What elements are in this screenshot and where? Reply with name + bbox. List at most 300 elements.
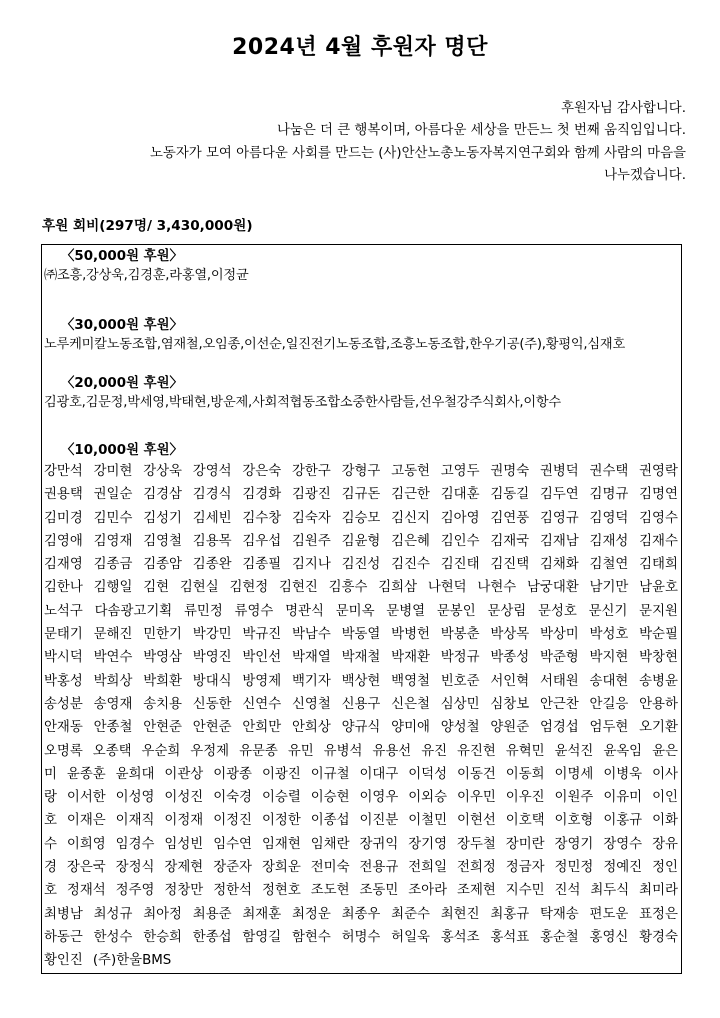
- donor-name: 이희영: [66, 836, 106, 852]
- donor-name: 정한석: [213, 883, 252, 899]
- donor-name: 장희운: [261, 860, 301, 876]
- donor-name: 정금자: [505, 860, 545, 876]
- donor-name: 이우민: [457, 790, 496, 806]
- donor-name: 이철민: [408, 813, 448, 829]
- donor-name: 김영규: [539, 510, 579, 526]
- donor-name: 박재철: [341, 650, 381, 666]
- donor-name: 김광진: [291, 487, 331, 503]
- donor-name: 최재훈: [242, 906, 282, 922]
- donor-name: 정창만: [164, 883, 204, 899]
- donor-name: 신연수: [242, 696, 282, 712]
- donor-name: 한종섭: [192, 929, 232, 945]
- donor-name: 이재직: [115, 813, 155, 829]
- donor-name: 김흥수: [328, 580, 368, 596]
- donor-name: 권병덕: [539, 464, 579, 479]
- donor-name: 안희상: [291, 720, 331, 736]
- donor-name: 조제현: [457, 883, 496, 899]
- donor-name: 최병남: [44, 906, 83, 922]
- donor-name: 박병헌: [391, 627, 430, 643]
- donor-name: 호: [44, 883, 57, 899]
- names-row: [42, 856, 681, 879]
- donor-name: 김종필: [242, 557, 282, 573]
- donor-name: 문태기: [44, 627, 83, 643]
- donor-name: 이덕성: [408, 766, 448, 782]
- donor-name: 편도운: [589, 906, 629, 922]
- donor-name: 김승모: [341, 510, 381, 526]
- donor-name: 이외승: [408, 790, 448, 806]
- donor-name: 이명세: [554, 766, 594, 782]
- donor-name: 수: [44, 836, 57, 852]
- donor-name: 송대현: [589, 673, 629, 689]
- donor-name: 이영우: [359, 790, 399, 806]
- donor-name: 박상목: [490, 627, 530, 643]
- names-row: [42, 833, 681, 856]
- donor-name: 강상욱: [143, 464, 182, 479]
- tier-names: ㈜조흥,강상욱,김경훈,라홍열,이정균: [44, 268, 249, 283]
- donor-name: 김성기: [143, 510, 182, 526]
- donor-name: 홍영신: [589, 929, 629, 945]
- names-row: [42, 646, 681, 669]
- donor-name: 박시덕: [44, 650, 83, 666]
- donor-name: 유민: [287, 743, 314, 759]
- donor-name: 최아정: [143, 906, 182, 922]
- donor-name: 김경삼: [143, 487, 182, 503]
- donor-name: 김영재: [93, 533, 133, 549]
- donor-name: 최홍규: [490, 906, 530, 922]
- intro-line-4: 나누겠습니다.: [604, 168, 686, 184]
- donor-name: 김아영: [440, 510, 480, 526]
- donor-name: 박종성: [490, 650, 530, 666]
- donor-name: 최미라: [639, 883, 678, 899]
- donor-name: 나현수: [477, 580, 517, 596]
- names-row: [42, 903, 681, 926]
- donor-name: 김인수: [440, 533, 480, 549]
- donor-name: 윤은: [652, 743, 678, 759]
- donor-name: 유병석: [323, 743, 363, 759]
- donor-name: 김영철: [143, 533, 182, 549]
- donor-name: 최준수: [391, 906, 430, 922]
- donor-name: 김규돈: [341, 487, 381, 503]
- donor-name: 심상민: [440, 696, 480, 712]
- donor-name: 박정규: [440, 650, 480, 666]
- donor-name: 정민정: [554, 860, 594, 876]
- donor-name: 김용목: [192, 533, 232, 549]
- donor-name: 김희삼: [378, 580, 418, 596]
- donor-name: 김종완: [192, 557, 232, 573]
- donor-name: 조동민: [359, 883, 399, 899]
- names-row: [42, 507, 681, 530]
- page-title: 2024년 4월 후원자 명단: [232, 35, 488, 60]
- donor-name: 문지원: [639, 603, 678, 619]
- tier-10000: [42, 441, 681, 973]
- donor-name: 홍석조: [440, 929, 480, 945]
- donor-name: 김진수: [391, 557, 430, 573]
- donor-name: 표정은: [639, 906, 678, 922]
- donor-name: 김현정: [229, 580, 269, 596]
- donor-name: 이관상: [164, 766, 204, 782]
- donor-name: 이승렬: [261, 790, 301, 806]
- section-label: 후원 회비(297명/ 3,430,000원): [42, 218, 253, 234]
- donor-name: 이호형: [554, 813, 594, 829]
- donor-name: 문병열: [386, 603, 426, 619]
- donor-name: 엄경섭: [539, 720, 579, 736]
- donor-name: 백상현: [341, 673, 381, 689]
- donor-name: 김종암: [143, 557, 182, 573]
- donor-name: 송병윤: [639, 673, 678, 689]
- donor-name: 허명수: [341, 929, 381, 945]
- donor-name: 홍순철: [539, 929, 579, 945]
- donor-name: 김태희: [639, 557, 678, 573]
- donor-name: 최현진: [440, 906, 480, 922]
- donor-name: 오명록: [44, 743, 83, 759]
- intro-line-1: 후원자님 감사합니다.: [561, 101, 686, 116]
- donor-name: 오기환: [639, 720, 678, 736]
- donor-name: 박재열: [291, 650, 331, 666]
- donor-name: 문성호: [538, 603, 577, 619]
- donor-name: 안희만: [242, 720, 282, 736]
- donor-name: 이대구: [359, 766, 399, 782]
- donor-name: 이인: [652, 790, 678, 806]
- donor-name: 임재현: [261, 836, 301, 852]
- donor-name: 문상림: [487, 603, 527, 619]
- donor-name: 최두식: [590, 883, 630, 899]
- donor-name: 이성영: [115, 790, 155, 806]
- donor-name: 권수택: [589, 464, 629, 479]
- intro-line-2: 나눔은 더 큰 행복이며, 아름다운 세상을 만든느 첫 번째 움직임입니다.: [276, 123, 686, 139]
- donor-name: 양미애: [391, 720, 430, 736]
- donor-name: 황경숙: [639, 929, 678, 945]
- donor-name: 서태원: [539, 673, 579, 689]
- donor-name: 남기만: [589, 580, 629, 596]
- donor-name: 박창현: [639, 650, 678, 666]
- donor-name: 전미숙: [310, 860, 350, 876]
- donor-name: 방영제: [242, 673, 282, 689]
- donor-name: 김영수: [639, 510, 678, 526]
- donor-name: 진석: [554, 883, 581, 899]
- names-row: [42, 763, 681, 786]
- donor-name: 이규철: [310, 766, 350, 782]
- donor-name: 신동한: [192, 696, 232, 712]
- donor-name: 박성호: [589, 627, 629, 643]
- donor-name: 이유미: [603, 790, 643, 806]
- donor-name: 유용선: [372, 743, 412, 759]
- donor-name: 이승현: [310, 790, 350, 806]
- donor-name: 이서한: [66, 790, 106, 806]
- donor-name: 박연수: [93, 650, 133, 666]
- donor-name: 함현수: [291, 929, 331, 945]
- names-row: [42, 879, 681, 902]
- tier-names: 김광호,김문정,박세영,박태현,방운제,사회적협동조합소중한사람들,선우철강주식회사,이항수: [44, 395, 561, 410]
- donor-name: 김윤형: [341, 533, 381, 549]
- donor-name: 유진현: [457, 743, 496, 759]
- intro-line-3: 노동자가 모여 아름다운 사회를 만드는 (사)안산노총노동자복지연구회와 함께 사람의 마음을: [149, 145, 686, 161]
- donor-name: 안현준: [192, 720, 232, 736]
- donor-name: 민한기: [143, 627, 182, 643]
- tier-heading: 〈20,000원 후원〉: [61, 376, 183, 391]
- donor-name: 안종철: [93, 720, 133, 736]
- donor-name: 김경식: [192, 487, 232, 503]
- donor-name: 김영덕: [589, 510, 629, 526]
- donor-name: 권일순: [93, 487, 133, 503]
- donor-name: 이우진: [505, 790, 545, 806]
- donor-name: 임성빈: [164, 836, 204, 852]
- donor-name: 이광종: [213, 766, 252, 782]
- donor-name: 랑: [44, 790, 57, 806]
- donor-name: 신은철: [391, 696, 430, 712]
- donor-name: 이병욱: [603, 766, 643, 782]
- donor-name: 우정제: [190, 743, 230, 759]
- donor-name: 황인진: [44, 953, 83, 969]
- donor-name: 한성수: [93, 929, 133, 945]
- donor-name: 고영두: [440, 464, 480, 479]
- donor-name: 이홍규: [603, 813, 643, 829]
- donor-name: 엄두현: [589, 720, 629, 736]
- donor-name: 김두연: [539, 487, 579, 503]
- donor-name: 김현: [143, 580, 170, 596]
- donor-name: 박규진: [242, 627, 282, 643]
- donor-name: 최정운: [291, 906, 331, 922]
- donor-name: 한승희: [143, 929, 182, 945]
- donor-name: 전희정: [457, 860, 496, 876]
- donor-name: 전용규: [359, 860, 399, 876]
- donor-name: 김명규: [589, 487, 629, 503]
- donor-name: 이동건: [457, 766, 496, 782]
- donor-name: 권명숙: [490, 464, 530, 479]
- donor-name: 박영삼: [143, 650, 182, 666]
- donor-name: 심창보: [490, 696, 530, 712]
- donor-name: 권영락: [639, 464, 678, 479]
- donor-name: 이원주: [554, 790, 594, 806]
- donor-name: 백영철: [391, 673, 430, 689]
- donor-name: 이종섭: [310, 813, 350, 829]
- donor-name: 오종택: [92, 743, 132, 759]
- donor-name: 양성철: [440, 720, 480, 736]
- donor-name: 김재성: [589, 533, 629, 549]
- donor-name: 이재은: [66, 813, 106, 829]
- donor-name: 윤옥임: [603, 743, 643, 759]
- names-grid-10000: [42, 460, 681, 973]
- donor-name: 김영애: [44, 533, 83, 549]
- donor-name: 전희일: [408, 860, 448, 876]
- donor-name: 김수창: [242, 510, 282, 526]
- donor-name: 정현호: [261, 883, 301, 899]
- donor-name: 유문종: [239, 743, 278, 759]
- donor-name: 미: [44, 766, 57, 782]
- donor-name: 문미옥: [335, 603, 375, 619]
- donor-name: 장귀익: [359, 836, 399, 852]
- donor-name: 이동희: [505, 766, 545, 782]
- donor-name: 안현준: [143, 720, 182, 736]
- donor-name: 남궁대환: [527, 580, 579, 596]
- tier-heading: 〈30,000원 후원〉: [61, 318, 183, 333]
- donor-name: 이호택: [505, 813, 545, 829]
- donor-name: 안재동: [44, 720, 83, 736]
- donor-name: 조도현: [310, 883, 350, 899]
- donor-name: 박홍성: [44, 673, 83, 689]
- donor-name: 허일욱: [391, 929, 430, 945]
- donor-name: 정예진: [603, 860, 643, 876]
- names-row: [42, 600, 681, 623]
- donor-name: 김숙자: [291, 510, 331, 526]
- donor-name: 김민수: [93, 510, 133, 526]
- donor-name: 조아라: [408, 883, 448, 899]
- tier-heading: 〈10,000원 후원〉: [61, 443, 183, 458]
- names-row: [42, 623, 681, 646]
- donor-name: 박희상: [93, 673, 133, 689]
- donor-name: 송성분: [44, 696, 83, 712]
- donor-name: 이현선: [457, 813, 496, 829]
- donor-name: 박영진: [192, 650, 232, 666]
- names-row: [42, 716, 681, 739]
- donor-name: 김현실: [179, 580, 219, 596]
- donor-name: 김진성: [341, 557, 381, 573]
- donor-name: 강만석: [44, 464, 83, 479]
- names-row: [42, 786, 681, 809]
- donor-name: 김명연: [639, 487, 678, 503]
- donor-name: 나현덕: [427, 580, 467, 596]
- donor-name: 박준형: [539, 650, 579, 666]
- donor-name: 백기자: [291, 673, 331, 689]
- donor-name: 윤석진: [554, 743, 594, 759]
- donor-name: 이사: [652, 766, 678, 782]
- donor-name: 장미란: [505, 836, 545, 852]
- donor-name: 노석구: [44, 603, 83, 619]
- donor-name: 장은국: [66, 860, 106, 876]
- donor-name: 윤희대: [115, 766, 155, 782]
- donor-name: 류영수: [234, 603, 274, 619]
- donor-name: 김한나: [44, 580, 83, 596]
- donor-name: 신용구: [341, 696, 381, 712]
- donor-name: 김대훈: [440, 487, 480, 503]
- donor-name: 김세빈: [192, 510, 232, 526]
- donor-name: 김은혜: [391, 533, 430, 549]
- donor-name: 안용하: [639, 696, 678, 712]
- donor-name: 김진택: [490, 557, 530, 573]
- donor-name: 이성진: [164, 790, 204, 806]
- donor-list-box: [41, 244, 682, 974]
- donor-name: 명관식: [285, 603, 324, 619]
- names-row: [42, 670, 681, 693]
- donor-name: 김재국: [490, 533, 530, 549]
- donor-name: 임경수: [115, 836, 155, 852]
- donor-name: 김현진: [279, 580, 318, 596]
- donor-name: 탁재송: [539, 906, 579, 922]
- donor-name: 김재영: [44, 557, 83, 573]
- donor-name: 이광진: [261, 766, 301, 782]
- names-row: [42, 460, 681, 483]
- names-row: [42, 576, 681, 599]
- donor-name: 류민정: [183, 603, 223, 619]
- donor-name: 김근한: [391, 487, 430, 503]
- names-row: [42, 740, 681, 763]
- donor-name: 빈호준: [440, 673, 480, 689]
- donor-name: 장두철: [457, 836, 496, 852]
- donor-name: 문봉인: [436, 603, 476, 619]
- donor-name: 김지나: [291, 557, 331, 573]
- donor-name: 정재석: [66, 883, 106, 899]
- donor-name: 박봉춘: [440, 627, 480, 643]
- names-row: [42, 949, 681, 972]
- donor-name: 정인: [652, 860, 678, 876]
- donor-name: 유진: [421, 743, 448, 759]
- donor-name: 강은숙: [242, 464, 282, 479]
- donor-name: 김채화: [539, 557, 579, 573]
- donor-name: 김동길: [490, 487, 530, 503]
- donor-name: 이숙경: [213, 790, 252, 806]
- donor-name: 신영철: [291, 696, 331, 712]
- donor-name: 이정진: [213, 813, 252, 829]
- intro-message: [46, 98, 686, 188]
- donor-name: 김우섭: [242, 533, 282, 549]
- donor-name: 송영재: [93, 696, 133, 712]
- donor-name: 송치용: [143, 696, 182, 712]
- donor-name: 강한구: [291, 464, 331, 479]
- donor-name: 양규식: [341, 720, 381, 736]
- donor-name: 장영기: [554, 836, 594, 852]
- tier-30000: [42, 316, 681, 354]
- donor-name: 문해진: [93, 627, 133, 643]
- donor-name: 안근찬: [539, 696, 579, 712]
- donor-name: 임채란: [310, 836, 350, 852]
- tier-heading: 〈50,000원 후원〉: [61, 249, 183, 264]
- donor-name: 박상미: [539, 627, 579, 643]
- donor-name: 최용준: [192, 906, 232, 922]
- donor-name: 장준자: [213, 860, 252, 876]
- names-row: [42, 530, 681, 553]
- donor-name: 호: [44, 813, 57, 829]
- donor-name: 최종우: [341, 906, 381, 922]
- donor-name: 하동근: [44, 929, 83, 945]
- donor-name: 고동현: [391, 464, 430, 479]
- donor-name: 다솜광고기획: [94, 603, 173, 619]
- donor-name: 박희환: [143, 673, 182, 689]
- donor-name: 장영수: [603, 836, 643, 852]
- donor-name: 정주영: [115, 883, 155, 899]
- tier-names: 노루케미칼노동조합,염재철,오임종,이선순,일진전기노동조합,조흥노동조합,한우기공(주),황평익,심재호: [44, 337, 626, 352]
- tier-20000: [42, 374, 681, 412]
- donor-name: 윤종훈: [66, 766, 106, 782]
- donor-name: 권용택: [44, 487, 83, 503]
- donor-name: 김재수: [639, 533, 678, 549]
- names-row: [42, 926, 681, 949]
- donor-name: 남윤호: [639, 580, 678, 596]
- donor-name: 강미현: [93, 464, 133, 479]
- donor-name: 장제현: [164, 860, 204, 876]
- donor-name: 박지현: [589, 650, 629, 666]
- donor-name: 김진태: [440, 557, 480, 573]
- names-row: [42, 809, 681, 832]
- donor-name: 박동열: [341, 627, 381, 643]
- donor-name: 홍석표: [490, 929, 530, 945]
- donor-name: 이정한: [261, 813, 301, 829]
- donor-name: 이화: [652, 813, 678, 829]
- donor-name: 장정식: [115, 860, 155, 876]
- names-row: [42, 693, 681, 716]
- donor-name: 박재환: [391, 650, 430, 666]
- donor-name: 강영석: [192, 464, 232, 479]
- donor-name: 박순필: [639, 627, 678, 643]
- donor-name: 박인선: [242, 650, 282, 666]
- donor-name: 강형구: [341, 464, 381, 479]
- names-row: [42, 553, 681, 576]
- donor-name: 장기영: [408, 836, 448, 852]
- donor-name: (주)한울BMS: [92, 953, 172, 969]
- donor-name: 방대식: [192, 673, 232, 689]
- donor-name: 양원준: [490, 720, 530, 736]
- donor-name: 우순희: [141, 743, 181, 759]
- donor-name: 유혁민: [505, 743, 545, 759]
- donor-name: 박남수: [291, 627, 331, 643]
